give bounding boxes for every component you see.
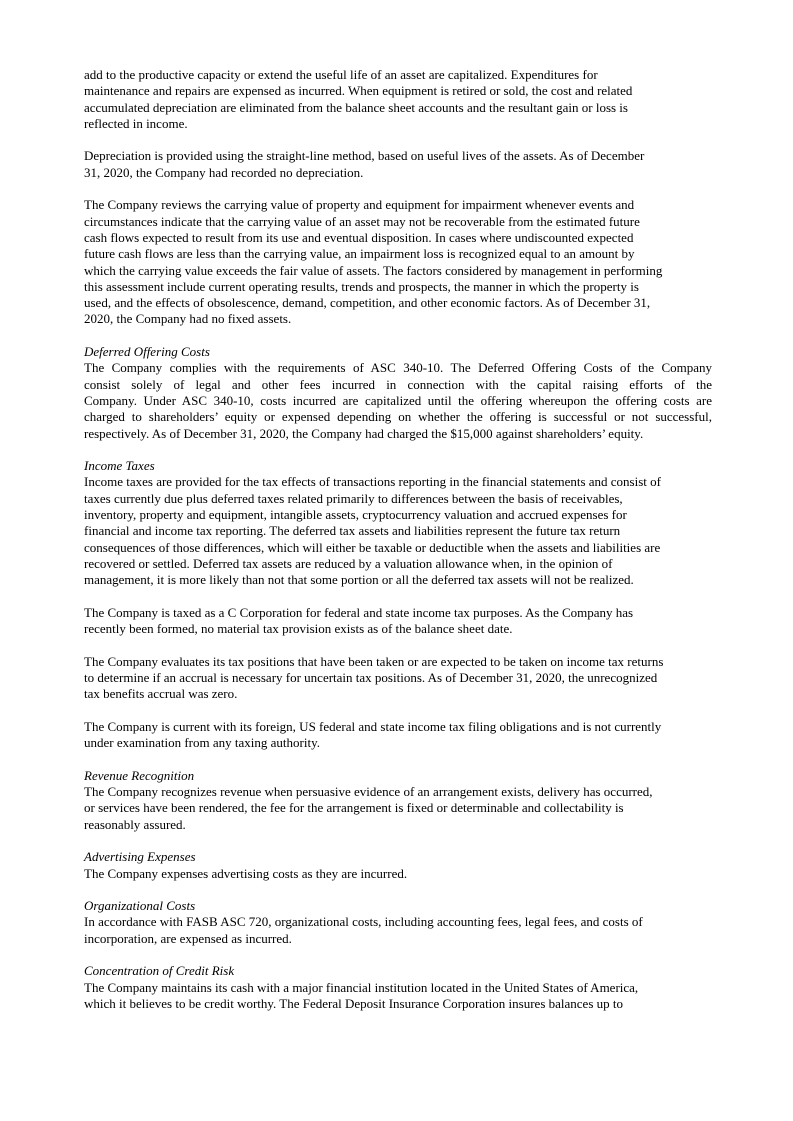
text-line: or services have been rendered, the fee for the arrangement is fixed or determinable and collectability is xyxy=(84,800,624,816)
text-line: this assessment include current operating results, trends and prospects, the manner in which the property is xyxy=(84,278,639,294)
section-heading: Advertising Expenses xyxy=(84,849,196,865)
text-line: recently been formed, no material tax provision exists as of the balance sheet date. xyxy=(84,621,513,637)
text-line: to determine if an accrual is necessary for uncertain tax positions. As of December 31, 2020, the unrecognized xyxy=(84,669,658,685)
text-line: The Company recognizes revenue when persuasive evidence of an arrangement exists, delivery has occurred, xyxy=(84,784,653,800)
text-line: 31, 2020, the Company had recorded no depreciation. xyxy=(84,164,364,180)
document-page xyxy=(84,67,712,1012)
paragraph xyxy=(84,605,712,638)
paragraph-body xyxy=(84,866,712,882)
text-line: tax benefits accrual was zero. xyxy=(84,686,238,702)
paragraph-body xyxy=(84,784,712,833)
paragraph-spacer xyxy=(84,751,712,767)
paragraph xyxy=(84,654,712,703)
paragraph-spacer xyxy=(84,442,712,458)
section-heading: Deferred Offering Costs xyxy=(84,344,210,360)
paragraph-spacer xyxy=(84,328,712,344)
paragraph-body xyxy=(84,197,712,327)
text-line: Company. Under ASC 340-10, costs incurred are capitalized until the offering whereupon the offering costs are xyxy=(84,392,712,408)
section xyxy=(84,963,712,1012)
paragraph-body xyxy=(84,148,712,181)
text-line: accumulated depreciation are eliminated from the balance sheet accounts and the resultant gain or loss is xyxy=(84,99,628,115)
text-line: consequences of those differences, which will either be taxable or deductible when the assets and liabilities are xyxy=(84,539,661,555)
paragraph-body xyxy=(84,67,712,132)
text-line: which it believes to be credit worthy. The Federal Deposit Insurance Corporation insures balances up to xyxy=(84,995,623,1011)
section xyxy=(84,849,712,882)
paragraph-spacer xyxy=(84,703,712,719)
section-heading: Organizational Costs xyxy=(84,898,196,914)
paragraph-spacer xyxy=(84,589,712,605)
paragraph-body xyxy=(84,914,712,947)
paragraph-spacer xyxy=(84,882,712,898)
section xyxy=(84,768,712,833)
paragraph-spacer xyxy=(84,132,712,148)
paragraph-spacer xyxy=(84,637,712,653)
text-line: reasonably assured. xyxy=(84,816,186,832)
text-line: The Company maintains its cash with a major financial institution located in the United States of America, xyxy=(84,979,639,995)
paragraph xyxy=(84,719,712,752)
paragraph-body xyxy=(84,980,712,1013)
text-line: taxes currently due plus deferred taxes related primarily to differences between the basis of receivables, xyxy=(84,490,623,506)
text-line: Income taxes are provided for the tax effects of transactions reporting in the financial statements and consist of xyxy=(84,474,661,490)
text-line: used, and the effects of obsolescence, demand, competition, and other economic factors. As of December 31, xyxy=(84,295,651,311)
text-line: inventory, property and equipment, intangible assets, cryptocurrency valuation and accrued expenses for xyxy=(84,507,627,523)
section xyxy=(84,898,712,947)
text-line: Depreciation is provided using the straight-line method, based on useful lives of the assets. As of December xyxy=(84,148,645,164)
text-line: management, it is more likely than not that some portion or all the deferred tax assets will not be realized. xyxy=(84,572,634,588)
text-line: charged to shareholders’ equity or expensed depending on whether the offering is successful or not successful, xyxy=(84,409,712,425)
section-heading: Income Taxes xyxy=(84,458,155,474)
paragraph-spacer xyxy=(84,181,712,197)
section-heading: Concentration of Credit Risk xyxy=(84,963,235,979)
paragraph-body xyxy=(84,360,712,441)
text-line: cash flows expected to result from its use and eventual disposition. In cases where undiscounted expected xyxy=(84,229,634,245)
text-line: circumstances indicate that the carrying value of an asset may not be recoverable from the estimated future xyxy=(84,213,640,229)
paragraph-spacer xyxy=(84,947,712,963)
text-line: The Company is taxed as a C Corporation for federal and state income tax purposes. As the Company has xyxy=(84,604,634,620)
paragraph-body xyxy=(84,474,712,588)
text-line: 2020, the Company had no fixed assets. xyxy=(84,311,292,327)
text-line: The Company is current with its foreign, US federal and state income tax filing obligations and is not currently xyxy=(84,718,662,734)
text-line: consist solely of legal and other fees incurred in connection with the capital raising efforts of the xyxy=(84,376,712,392)
paragraph xyxy=(84,148,712,181)
section xyxy=(84,344,712,442)
paragraph-body xyxy=(84,654,712,703)
text-line: The Company reviews the carrying value of property and equipment for impairment whenever events and xyxy=(84,197,635,213)
text-line: The Company evaluates its tax positions that have been taken or are expected to be taken on income tax returns xyxy=(84,653,664,669)
text-line: respectively. As of December 31, 2020, the Company had charged the $15,000 against shareholders’ equity. xyxy=(84,425,644,441)
text-line: future cash flows are less than the carrying value, an impairment loss is recognized equal to an amount by xyxy=(84,246,635,262)
text-line: reflected in income. xyxy=(84,115,188,131)
text-line: recovered or settled. Deferred tax assets are reduced by a valuation allowance when, in the opinion of xyxy=(84,555,613,571)
paragraph-spacer xyxy=(84,833,712,849)
text-line: financial and income tax reporting. The deferred tax assets and liabilities represent the future tax return xyxy=(84,523,621,539)
text-line: incorporation, are expensed as incurred. xyxy=(84,930,292,946)
section xyxy=(84,458,712,588)
text-line: The Company complies with the requirements of ASC 340-10. The Deferred Offering Costs of the Company xyxy=(84,360,712,376)
text-line: which the carrying value exceeds the fair value of assets. The factors considered by management in performing xyxy=(84,262,663,278)
text-line: maintenance and repairs are expensed as incurred. When equipment is retired or sold, the cost and related xyxy=(84,83,633,99)
text-line: The Company expenses advertising costs as they are incurred. xyxy=(84,865,408,881)
text-line: under examination from any taxing authority. xyxy=(84,735,320,751)
paragraph-body xyxy=(84,719,712,752)
paragraph xyxy=(84,197,712,327)
text-line: add to the productive capacity or extend the useful life of an asset are capitalized. Expenditures for xyxy=(84,67,598,82)
paragraph-body xyxy=(84,605,712,638)
section-heading: Revenue Recognition xyxy=(84,767,195,783)
text-line: In accordance with FASB ASC 720, organizational costs, including accounting fees, legal fees, and costs of xyxy=(84,914,643,930)
paragraph xyxy=(84,67,712,132)
